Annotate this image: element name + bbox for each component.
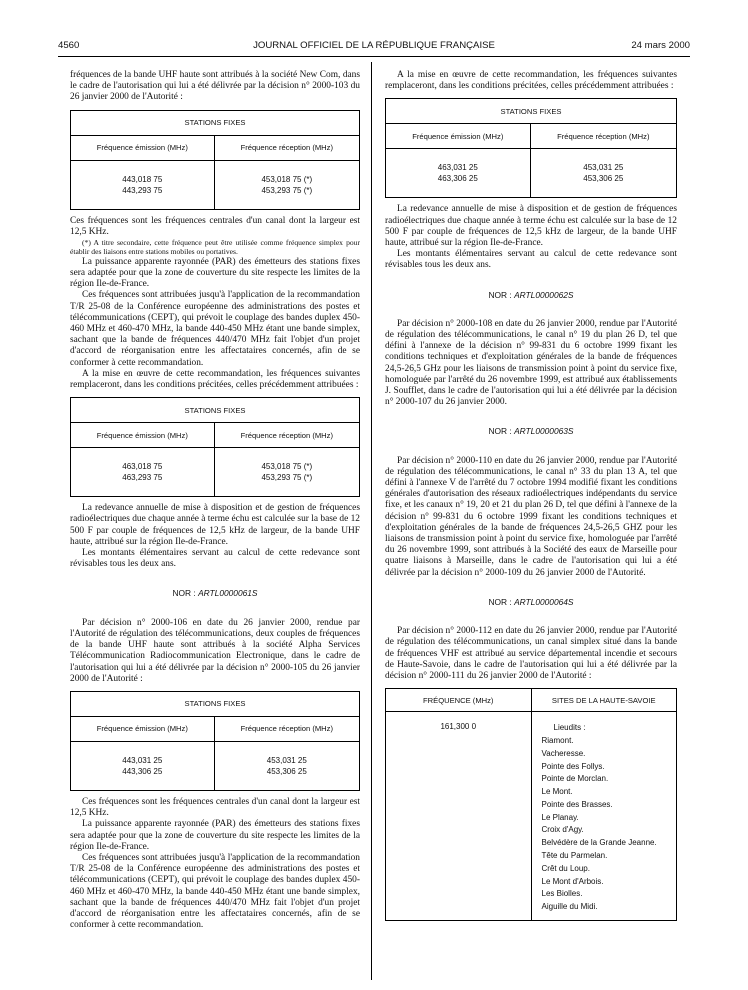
sites-table [385,688,677,921]
paragraph: A la mise en œuvre de cette recommandation, les fréquences suivantes remplaceront, dans les conditions précitées, celles précédemment attribuées : [70,368,360,391]
nor-reference: NOR : ARTL0000063S [488,426,574,437]
left-column [70,70,360,931]
footnote: (*) A titre secondaire, cette fréquence peut être utilisée comme fréquence simplex pour établir des liaisons entre stations mobiles ou portatives. [70,238,360,257]
intro-paragraph: fréquences de la bande UHF haute sont attribués à la société New Com, dans le cadre de l'autorisation qui lui a été délivrée par la décision n° 2000-103 du 26 janvier 2000 de l'Autorité : [70,70,360,103]
table-cell: 453,018 75 (*) 453,293 75 (*) [214,160,359,209]
paragraph: A la mise en œuvre de cette recommandation, les fréquences suivantes remplaceront, dans les conditions précitées, celles précédemment attribuées : [385,70,677,92]
column-header: Fréquence réception (MHz) [214,135,359,160]
table-cell: 463,031 25 463,306 25 [386,149,531,198]
nor-reference: NOR : ARTL0000062S [488,289,574,300]
paragraph: Par décision n° 2000-112 en date du 26 janvier 2000, rendue par l'Autorité de régulation des télécommunications, un canal simplex situé dans la bande de fréquences VHF est attribué au service départemental incendie et secours de Haute-Savoie, dans le cadre de l'autorisation qui lui a été délivrée par la décision n° 2000-111 du 26 janvier 2000 de l'Autorité : [385,626,677,681]
table-cell: 453,018 75 (*) 453,293 75 (*) [214,448,359,497]
header-rule [58,56,690,57]
list-item: Croix d'Agy. [541,825,584,835]
table-title: STATIONS FIXES [386,99,677,124]
fixed-stations-table-3 [70,691,360,791]
column-header: Fréquence émission (MHz) [386,124,531,149]
table-title: STATIONS FIXES [71,691,360,716]
paragraph: Ces fréquences sont les fréquences centrales d'un canal dont la largeur est 12,5 KHz. [70,796,360,819]
list-item: Vacheresse. [541,748,586,758]
table-cell: 463,018 75 463,293 75 [71,448,215,497]
sites-list [531,712,677,921]
table-cell: 443,018 75 443,293 75 [71,160,215,209]
table-cell: 453,031 25 453,306 25 [530,149,676,198]
list-item: Riamont. [541,735,574,745]
column-header: Fréquence réception (MHz) [214,423,359,448]
paragraph: Par décision n° 2000-108 en date du 26 janvier 2000, rendue par l'Autorité de régulation des télécommunications, le canal n° 19 du plan 26 D, tel que défini à l'annexe de la décision n° 99-831 du 6 octobre 1999 fixant les conditions techniques et d'exploitation générales de la bande de fréquences 24,5-26,5 GHz pour les liaisons de transmission point à point du service fixe, homologuée par l'arrêté du 26 novembre 1999, est attribué aux établissements J. Soufflet, dans le cadre de l'autorisation qui lui a été délivrée par la décision n° 2000-107 du 26 janvier 2000. [385,318,677,408]
paragraph: La redevance annuelle de mise à disposition et de gestion de fréquences radioélectriques due chaque année à terme échu est calculée sur la base de 12 500 F par couple de fréquences de 12,5 kHz de largeur, de la bande UHF haute, attribué sur la région Ile-de-France. [70,503,360,547]
paragraph: Les montants élémentaires servant au calcul de cette redevance sont révisables tous les deux ans. [385,249,677,271]
list-item: Pointe des Brasses. [541,799,613,809]
right-column [385,70,677,921]
frequency-cell: 161,300 0 [386,712,532,921]
column-header: Fréquence émission (MHz) [71,423,215,448]
fixed-stations-table-2 [70,397,360,497]
fixed-stations-table-4 [385,98,677,198]
list-item: Aiguille du Midi. [541,902,598,912]
page-number: 4560 [58,40,80,51]
paragraph: Par décision n° 2000-106 en date du 26 janvier 2000, rendue par l'Autorité de régulation des télécommunications, deux couples de fréquences de la bande UHF haute sont attribués à la société Alpha Services Télécommunication Radiocommunication Electronique, dans le cadre de l'autorisation qui lui a été délivrée par la décision n° 2000-105 du 26 janvier 2000 de l'Autorité : [70,617,360,684]
list-item: Tête du Parmelan. [541,851,608,861]
paragraph: La redevance annuelle de mise à disposition et de gestion de fréquences radioélectriques due chaque année à terme échu est calculée sur la base de 12 500 F par couple de fréquences de 12,5 kHz de largeur, de la bande UHF haute, attribué sur la région Ile-de-France. [385,204,677,249]
paragraph: Par décision n° 2000-110 en date du 26 janvier 2000, rendue par l'Autorité de régulation des télécommunications, le canal n° 33 du plan 13 A, tel que défini à l'annexe V de l'arrêté du 7 octobre 1994 modifié fixant les conditions générales d'autorisation des réseaux radioélectriques indépendants du service fixe, et les canaux n° 19, 20 et 21 du plan 26 D, tel que défini à l'annexe de la décision n° 99-831 du 6 octobre 1999 fixant les conditions techniques et d'exploitation générales de la bande de fréquences 24,5-26,5 GHZ pour les liaisons de transmission point à point du service fixe, homologuée par l'arrêté du 26 novembre 1999, sont attribués à la Société des eaux de Marseille pour quatre liaisons à Marseille, dans le cadre de l'autorisation qui lui a été délivrée par la décision n° 2000-109 du 26 janvier 2000 de l'Autorité. [385,455,677,578]
column-header: Fréquence émission (MHz) [71,716,215,741]
list-item: Pointe des Follys. [541,761,605,771]
list-item: Pointe de Morclan. [541,774,609,784]
paragraph: Ces fréquences sont les fréquences centrales d'un canal dont la largeur est 12,5 KHz. [70,215,360,237]
list-item: Lieudits : [553,723,586,733]
page-header [58,40,690,54]
list-item: Les Biolles. [541,889,583,899]
table-cell: 453,031 25 453,306 25 [214,741,359,790]
nor-reference: NOR : ARTL0000064S [488,596,574,607]
column-divider [371,62,372,980]
table-title: STATIONS FIXES [71,398,360,423]
column-header: Fréquence réception (MHz) [214,716,359,741]
list-item: Crêt du Loup. [541,863,590,873]
list-item: Le Mont. [541,787,573,797]
list-item: Le Mont d'Arbois. [541,876,604,886]
column-header: Fréquence émission (MHz) [71,135,215,160]
paragraph: Les montants élémentaires servant au calcul de cette redevance sont révisables tous les deux ans. [70,548,360,570]
column-header: FRÉQUENCE (MHz) [386,689,532,712]
list-item: Le Planay. [541,812,579,822]
paragraph: Ces fréquences sont attribuées jusqu'à l'application de la recommandation T/R 25-08 de la Conférence européenne des administrations des postes et télécommunications (CEPT), qui prévoit le couplage des bandes duplex 450-460 MHz et 460-470 MHz, la bande 440-450 MHz étant une bande simplex, sachant que la bande de fréquences 440/470 MHz fait l'objet d'un projet d'accord de réorganisation entre les affectataires concernés, afin de se conformer à cette recommandation. [70,290,360,368]
list-item: Belvédère de la Grande Jeanne. [541,838,657,848]
nor-reference: NOR : ARTL0000061S [172,588,258,599]
fixed-stations-table-1 [70,110,360,210]
column-header: SITES DE LA HAUTE-SAVOIE [531,689,677,712]
issue-date: 24 mars 2000 [631,40,690,51]
journal-title: JOURNAL OFFICIEL DE LA RÉPUBLIQUE FRANÇAISE [253,40,495,51]
paragraph: La puissance apparente rayonnée (PAR) des émetteurs des stations fixes sera adaptée pour que la zone de couverture du site respecte les limites de la région Ile-de-France. [70,256,360,290]
paragraph: Ces fréquences sont attribuées jusqu'à l'application de la recommandation T/R 25-08 de la Conférence européenne des administrations des postes et télécommunications (CEPT), qui prévoit le couplage des bandes duplex 450-460 MHz et 460-470 MHz, la bande 440-450 MHz étant une bande simplex, sachant que la bande de fréquences 440/470 MHz fait l'objet d'un projet d'accord de réorganisation entre les affectataires concernés, afin de se conformer à cette recommandation. [70,852,360,931]
table-title: STATIONS FIXES [71,110,360,135]
column-header: Fréquence réception (MHz) [530,124,676,149]
paragraph: La puissance apparente rayonnée (PAR) des émetteurs des stations fixes sera adaptée pour que la zone de couverture du site respecte les limites de la région Ile-de-France. [70,819,360,852]
table-cell: 443,031 25 443,306 25 [71,741,215,790]
